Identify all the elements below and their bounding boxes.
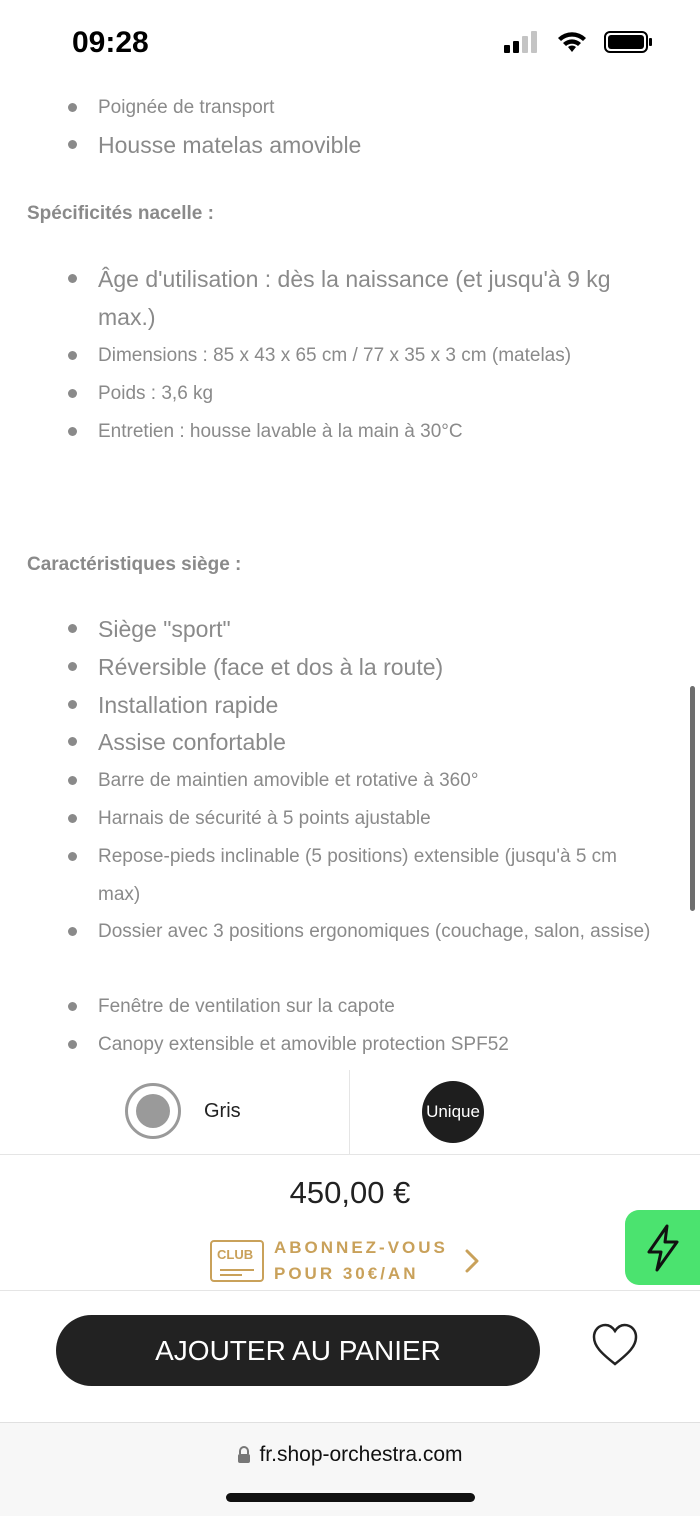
list-item: Housse matelas amovible <box>98 126 660 164</box>
list-item: Siège "sport" <box>98 610 660 648</box>
battery-icon <box>604 30 654 54</box>
browser-bar <box>0 1422 700 1516</box>
add-to-cart-button[interactable]: AJOUTER AU PANIER <box>56 1315 540 1386</box>
list-item: Entretien : housse lavable à la main à 30°C <box>98 413 660 451</box>
variant-divider <box>349 1070 350 1154</box>
siege-heading: Caractéristiques siège : <box>27 554 242 575</box>
club-subscribe-link[interactable] <box>210 1235 480 1287</box>
heart-icon[interactable] <box>591 1321 639 1369</box>
home-indicator[interactable] <box>226 1493 475 1502</box>
cart-bar <box>0 1290 700 1423</box>
color-label: Gris <box>204 1100 241 1122</box>
scrollbar[interactable] <box>690 686 695 911</box>
status-time: 09:28 <box>72 26 149 59</box>
color-swatch-dot <box>136 1094 170 1128</box>
wifi-icon <box>556 30 588 54</box>
size-option-unique[interactable]: Unique <box>422 1081 484 1143</box>
list-item: Poignée de transport <box>98 89 660 127</box>
list-item: Harnais de sécurité à 5 points ajustable <box>98 800 660 838</box>
product-price: 450,00 € <box>289 1175 411 1210</box>
list-item: Fenêtre de ventilation sur la capote <box>98 988 660 1026</box>
list-item: Âge d'utilisation : dès la naissance (et jusqu'à 9 kg max.) <box>98 260 660 336</box>
list-item: Réversible (face et dos à la route) <box>98 648 660 686</box>
list-item: Dimensions : 85 x 43 x 65 cm / 77 x 35 x 3 cm (matelas) <box>98 337 660 375</box>
club-text <box>274 1235 448 1287</box>
nacelle-heading: Spécificités nacelle : <box>27 203 214 224</box>
list-item: Installation rapide <box>98 686 660 724</box>
list-item: Dossier avec 3 positions ergonomiques (couchage, salon, assise) <box>98 913 660 951</box>
list-item: Assise confortable <box>98 723 660 761</box>
list-item: Repose-pieds inclinable (5 positions) extensible (jusqu'à 5 cm max) <box>98 838 660 914</box>
club-badge-label: CLUB <box>217 1247 254 1262</box>
lock-icon <box>237 1446 251 1464</box>
status-icons <box>504 30 654 54</box>
url-text: fr.shop-orchestra.com <box>259 1443 463 1466</box>
list-item: Canopy extensible et amovible protection SPF52 <box>98 1026 660 1064</box>
club-line1: ABONNEZ-VOUS <box>274 1238 448 1257</box>
color-swatch-gris[interactable] <box>125 1083 181 1139</box>
chevron-right-icon <box>464 1248 480 1274</box>
price-area <box>0 1155 700 1290</box>
list-item: Poids : 3,6 kg <box>98 375 660 413</box>
list-item: Barre de maintien amovible et rotative à 360° <box>98 762 660 800</box>
status-bar <box>0 0 700 90</box>
club-line2: POUR 30€/AN <box>274 1264 419 1283</box>
flash-sale-button[interactable] <box>625 1210 700 1285</box>
variant-selector <box>0 1070 700 1155</box>
cellular-signal-icon <box>504 30 540 54</box>
lightning-bolt-icon <box>643 1224 683 1272</box>
url-bar[interactable] <box>0 1443 700 1467</box>
club-card-icon <box>210 1240 264 1282</box>
